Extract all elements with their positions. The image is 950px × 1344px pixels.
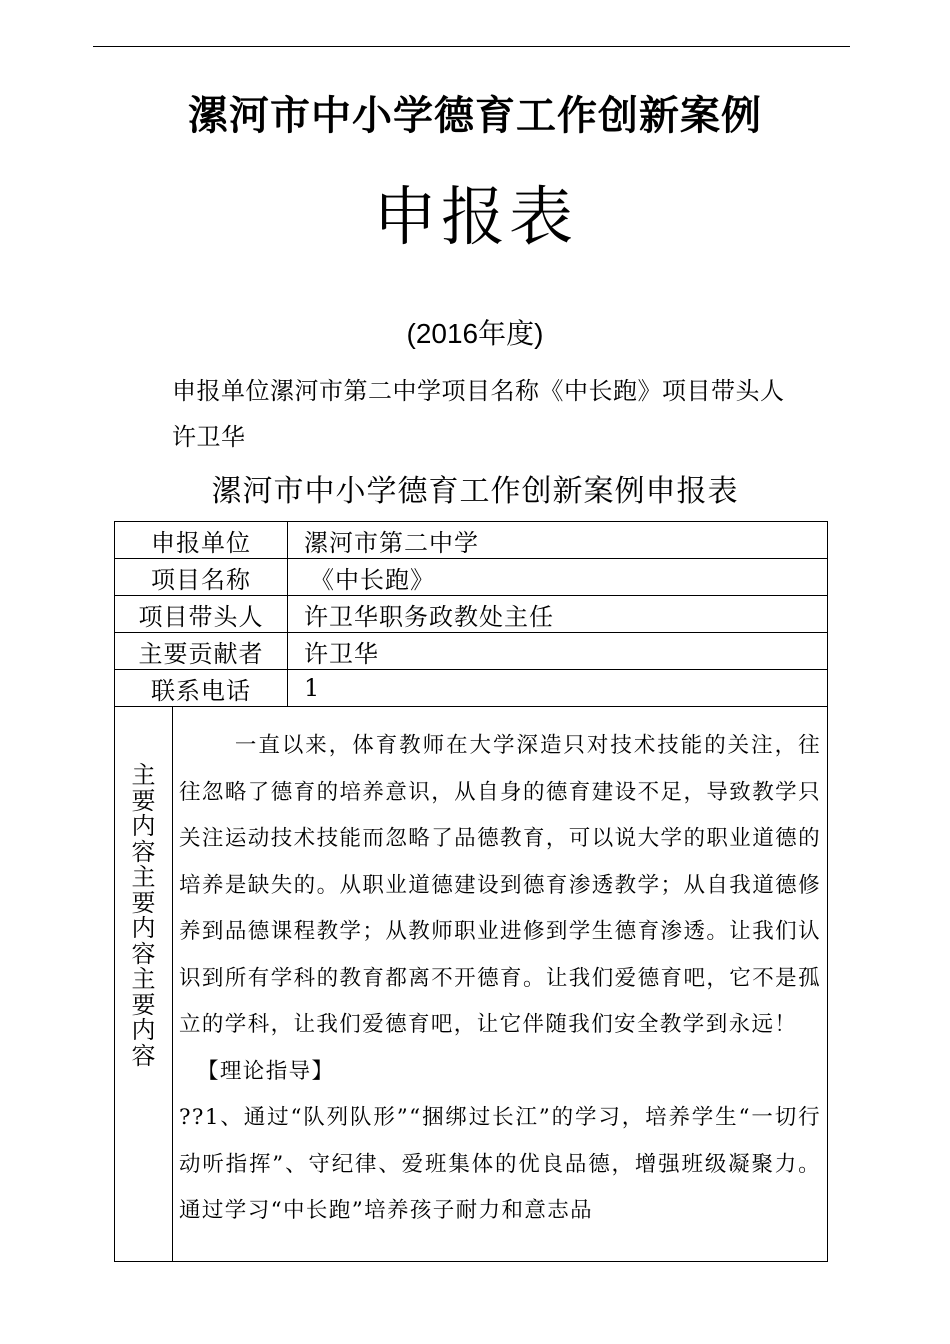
table-row: [115, 707, 828, 1262]
value-project-name: 《中长跑》: [288, 559, 828, 596]
document-subtitle: 申报表: [373, 181, 577, 255]
label-main-contributor: 主要贡献者: [115, 633, 288, 670]
document-title: 漯河市中小学德育工作创新案例: [188, 93, 762, 139]
table-row: [115, 596, 828, 633]
section-heading: 【理论指导】: [197, 1058, 335, 1084]
applicant-summary: [172, 368, 862, 460]
label-applicant-unit: 申报单位: [115, 522, 288, 559]
table-row: [115, 559, 828, 596]
summary-line-1: 申报单位漯河市第二中学项目名称《中长跑》项目带头人: [172, 377, 785, 405]
top-rule: [93, 46, 850, 47]
content-label-cell: [115, 707, 173, 1262]
value-main-contributor: 许卫华: [288, 633, 828, 670]
value-project-leader: 许卫华职务政教处主任: [288, 596, 828, 633]
content-point-1: ??1、通过“队列队形”“捆绑过长江”的学习，培养学生“一切行动听指挥”、守纪律、爱班集体的优良品德，增强班级凝聚力。通过学习“中长跑”培养孩子耐力和意志品: [179, 1105, 821, 1223]
year-label: (2016年度): [406, 318, 544, 349]
table-row: [115, 522, 828, 559]
content-intro-paragraph: 一直以来，体育教师在大学深造只对技术技能的关注，往往忽略了德育的培养意识，从自身的德育建设不足，导致教学只关注运动技术技能而忽略了品德教育，可以说大学的职业道德的培养是缺失的。从职业道德建设到德育渗透教学；从自我道德修养到品德课程教学；从教师职业进修到学生德育渗透。让我们认识到所有学科的教育都离不开德育。让我们爱德育吧，它不是孤立的学科，让我们爱德育吧，让它伴随我们安全教学到永远！: [179, 733, 821, 1037]
table-row: [115, 670, 828, 707]
table-row: [115, 633, 828, 670]
label-project-name: 项目名称: [115, 559, 288, 596]
label-phone: 联系电话: [115, 670, 288, 707]
content-cell: [173, 707, 828, 1262]
content-vertical-label: 主要内容主要内容主要内容: [131, 761, 156, 1070]
value-applicant-unit: 漯河市第二中学: [288, 522, 828, 559]
form-title: 漯河市中小学德育工作创新案例申报表: [211, 474, 739, 509]
value-phone: 1: [288, 670, 828, 707]
application-form-table: [114, 521, 828, 1262]
label-project-leader: 项目带头人: [115, 596, 288, 633]
summary-line-2: 许卫华: [172, 423, 246, 451]
